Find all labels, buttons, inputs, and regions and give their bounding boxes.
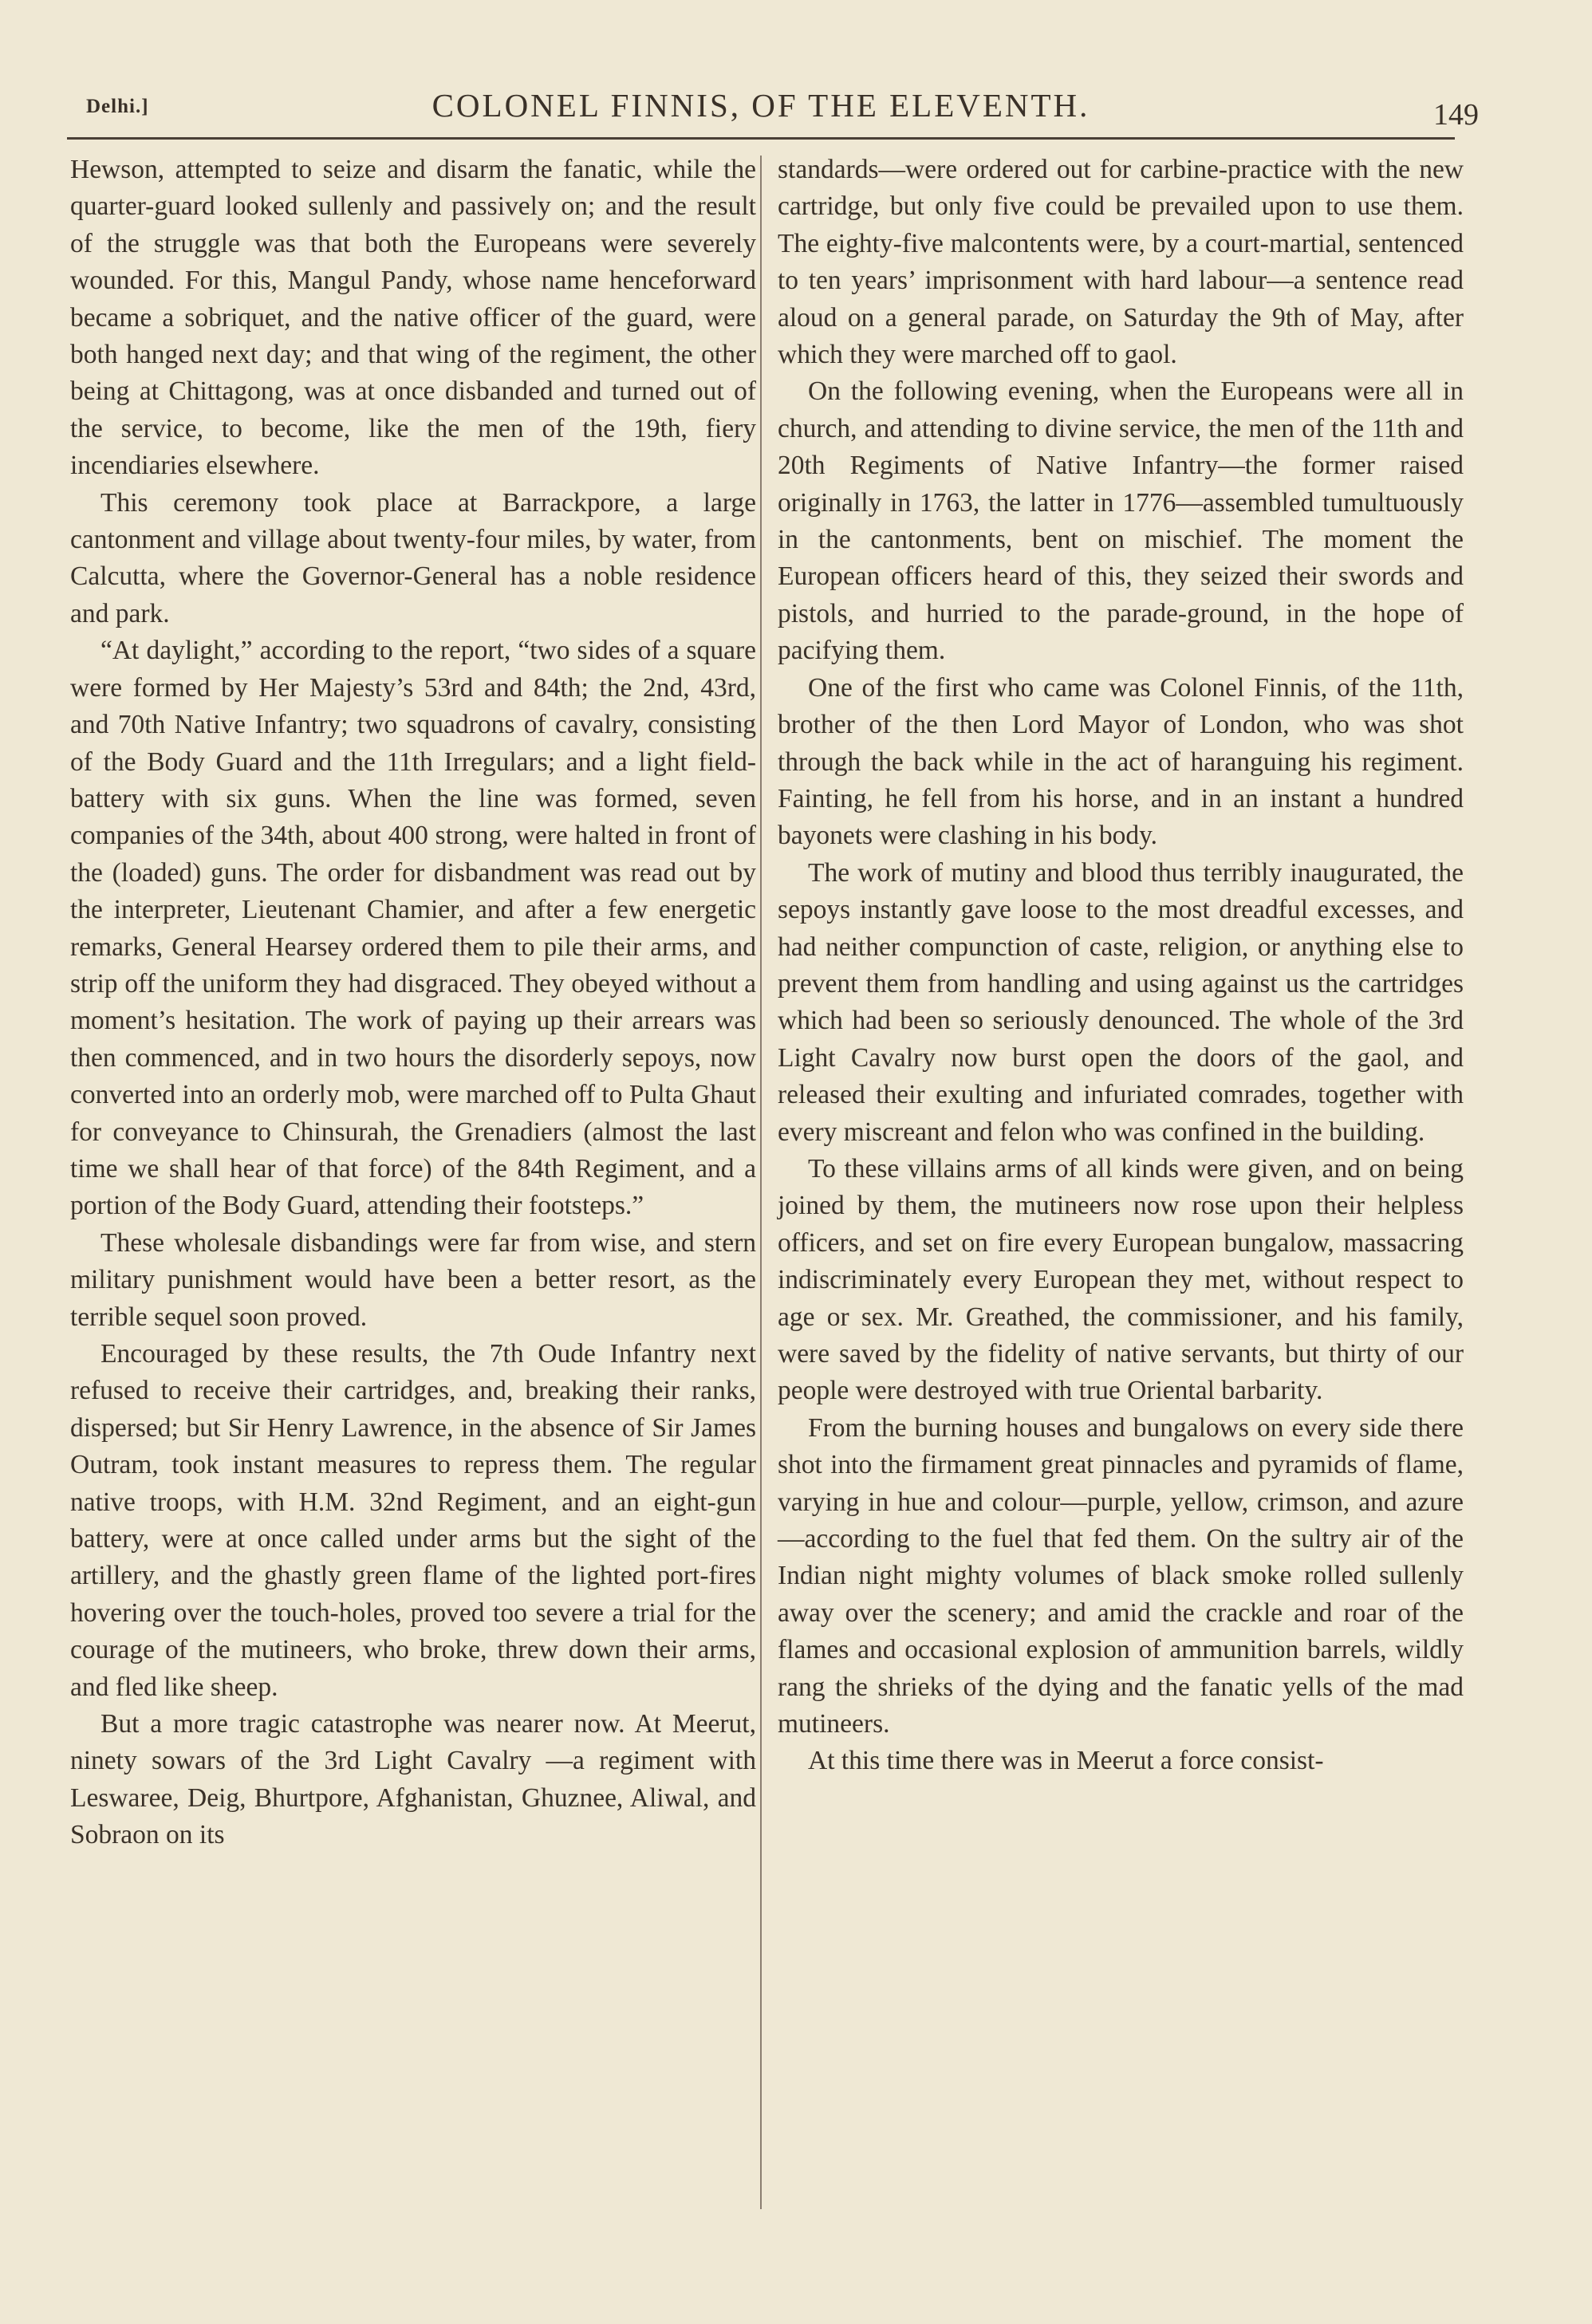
paragraph: From the burning houses and bungalows on every side there shot into the firmament great pinnacles and pyramids of flame, varying in hue and colour—purple, yellow, crimson, and azure—according to the fuel that fed them. On the sultry air of the Indian night mighty volumes of black smoke rolled sullenly away over the scenery; and amid the crackle and roar of the flames and occasional explosion of ammunition barrels, wildly rang the shrieks of the dying and the fanatic yells of the mad mutineers. bbox=[778, 1412, 1464, 1739]
paragraph: The work of mutiny and blood thus terribly inaugurated, the sepoys instantly gave loose to the most dreadful excesses, and had neither compunction of caste, religion, or anything else to prevent them from handling and using against us the cartridges which had been so seriously denounced. The whole of the 3rd Light Cavalry now burst open the doors of the gaol, and released their exulting and infuriated comrades, together with every miscreant and felon who was confined in the building. bbox=[778, 857, 1464, 1147]
paragraph: This ceremony took place at Barrackpore, a large cantonment and village about twenty-four miles, by water, from Calcutta, where the Governor-General has a noble residence and park. bbox=[70, 487, 756, 628]
column-divider bbox=[760, 156, 762, 2209]
paragraph: One of the first who came was Colonel Finnis, of the 11th, brother of the then Lord Mayor of London, who was shot through the back while in the act of haranguing his regiment. Fainting, he fell from his horse, and in an instant a hundred bayonets were clashing in his body. bbox=[778, 672, 1464, 851]
paragraph: On the following evening, when the Europeans were all in church, and attending to divine service, the men of the 11th and 20th Regiments of Native Infantry—the former raised originally in 1763, the latter in 1776—assembled tumultuously in the cantonments, bent on mischief. The moment the European officers heard of this, they seized their swords and pistols, and hurried to the parade-ground, in the hope of pacifying them. bbox=[778, 376, 1464, 666]
paragraph: These wholesale disbandings were far from wise, and stern military punishment would have been a better resort, as the terrible sequel soon proved. bbox=[70, 1227, 756, 1332]
paragraph: At this time there was in Meerut a force consist- bbox=[808, 1746, 1324, 1776]
paragraph: To these villains arms of all kinds were given, and on being joined by them, the mutineers now rose upon their helpless officers, and set on fire every European bungalow, massacring indiscriminately every European they met, without respect to age or sex. Mr. Greathed, the commissioner, and his family, were saved by the fidelity of native servants, but thirty of our people were destroyed with true Oriental barbarity. bbox=[778, 1153, 1464, 1406]
left-column bbox=[70, 152, 756, 1854]
right-column bbox=[778, 152, 1464, 1780]
page-number: 149 bbox=[1433, 98, 1479, 132]
paragraph: Encouraged by these results, the 7th Oude Infantry next refused to receive their cartridges, and, breaking their ranks, dispersed; but Sir Henry Lawrence, in the absence of Sir James Outram, took instant measures to repress them. The regular native troops, with H.M. 32nd Regiment, and an eight-gun battery, were at once called under arms but the sight of the artillery, and the ghastly green flame of the lighted port-fires hovering over the touch-holes, proved too severe a trial for the courage of the mutineers, who broke, threw down their arms, and fled like sheep. bbox=[70, 1339, 756, 1702]
paragraph: “At daylight,” according to the report, “two sides of a square were formed by Her Majesty’s 53rd and 84th; the 2nd, 43rd, and 70th Native Infantry; two squadrons of cavalry, consisting of the Body Guard and the 11th Irregulars; and a light field-battery with six guns. When the line was formed, seven companies of the 34th, about 400 strong, were halted in front of the (loaded) guns. The order for disbandment was read out by the interpreter, Lieutenant Chamier, and after a few energetic remarks, General Hearsey ordered them to pile their arms, and strip off the uniform they had disgraced. They obeyed without a moment’s hesitation. The work of paying up their arrears was then commenced, and in two hours the disorderly sepoys, now converted into an orderly mob, were marched off to Pulta Ghaut for conveyance to Chinsurah, the Grenadiers (almost the last time we shall hear of that force) of the 84th Regiment, and a portion of the Body Guard, attending their footsteps.” bbox=[70, 636, 756, 1221]
paragraph: standards—were ordered out for carbine-practice with the new cartridge, but only five could be prevailed upon to use them. The eighty-five malcontents were, by a court-martial, sentenced to ten years’ imprisonment with hard labour—a sentence read aloud on a general parade, on Saturday the 9th of May, after which they were marched off to gaol. bbox=[778, 155, 1464, 370]
page-title: COLONEL FINNIS, OF THE ELEVENTH. bbox=[431, 87, 1090, 124]
section-label: Delhi.] bbox=[86, 96, 149, 117]
paragraph: But a more tragic catastrophe was nearer now. At Meerut, ninety sowars of the 3rd Light Cavalry —a regiment with Leswaree, Deig, Bhurtpore, Afghanistan, Ghuznee, Aliwal, and Sobraon on its bbox=[70, 1709, 756, 1850]
running-head bbox=[67, 87, 1479, 140]
paragraph: Hewson, attempted to seize and disarm the fanatic, while the quarter-guard looked sullenly and passively on; and the result of the struggle was that both the Europeans were severely wounded. For this, Mangul Pandy, whose name henceforward became a sobriquet, and the native officer of the guard, were both hanged next day; and that wing of the regiment, the other being at Chittagong, was at once disbanded and turned out of the service, to become, like the men of the 19th, fiery incendiaries elsewhere. bbox=[70, 155, 756, 481]
